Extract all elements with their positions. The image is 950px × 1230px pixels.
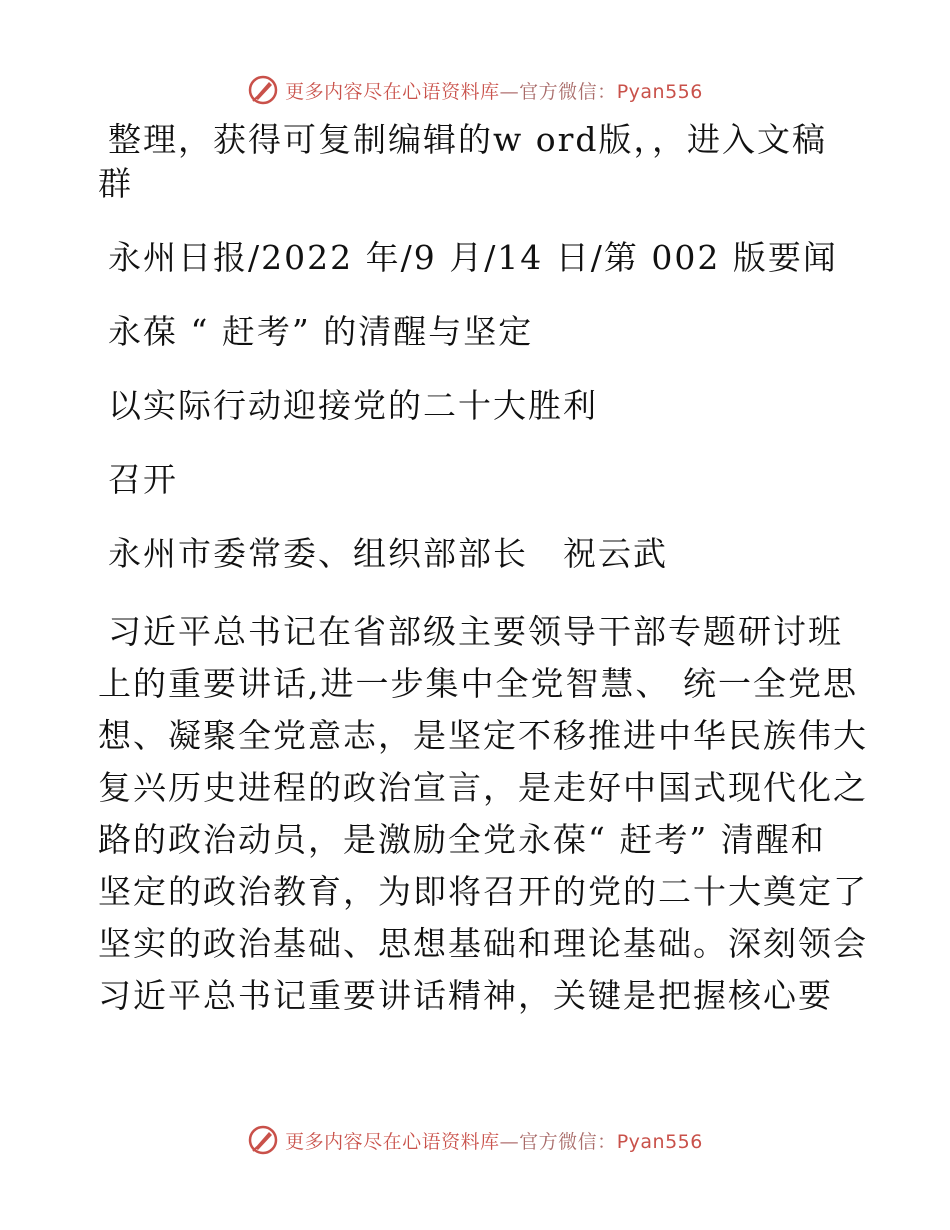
subtitle-continuation: 召开 [108,460,178,499]
body-line: 坚定的政治教育，为即将召开的党的二十大奠定了 [98,872,868,911]
subtitle-line: 以实际行动迎接党的二十大胜利 [108,386,598,425]
body-line: 坚实的政治基础、思想基础和理论基础。深刻领会 [98,924,868,963]
document-body [98,118,868,1022]
author-line: 永州市委常委、组织部部长 祝云武 [108,534,668,573]
intro-line: 群 [98,164,133,203]
body-paragraph [98,606,868,1022]
body-line: 上的重要讲话,进一步集中全党智慧、 统一全党思 [98,664,858,703]
body-line: 习近平总书记在省部级主要领导干部专题研讨班 [108,612,843,651]
quill-logo-icon [247,1124,279,1156]
body-line: 习近平总书记重要讲话精神，关键是把握核心要 [98,976,833,1015]
header-watermark [0,70,950,110]
intro-line: 整理，获得可复制编辑的w ord版，，进入文稿 [108,120,828,159]
watermark-text: 更多内容尽在心语资料库—官方微信：Pyan556 [285,1130,703,1153]
watermark-text: 更多内容尽在心语资料库—官方微信：Pyan556 [285,80,703,103]
headline: 永葆 “ 赶考” 的清醒与坚定 [108,312,534,351]
source-line: 永州日报/2022 年/9 月/14 日/第 002 版要闻 [108,238,838,277]
footer-watermark [0,1120,950,1160]
body-line: 路的政治动员，是激励全党永葆“ 赶考” 清醒和 [98,820,826,859]
intro-paragraph [98,118,858,206]
body-line: 想、凝聚全党意志，是坚定不移推进中华民族伟大 [98,716,868,755]
quill-logo-icon [247,74,279,106]
body-line: 复兴历史进程的政治宣言，是走好中国式现代化之 [98,768,868,807]
